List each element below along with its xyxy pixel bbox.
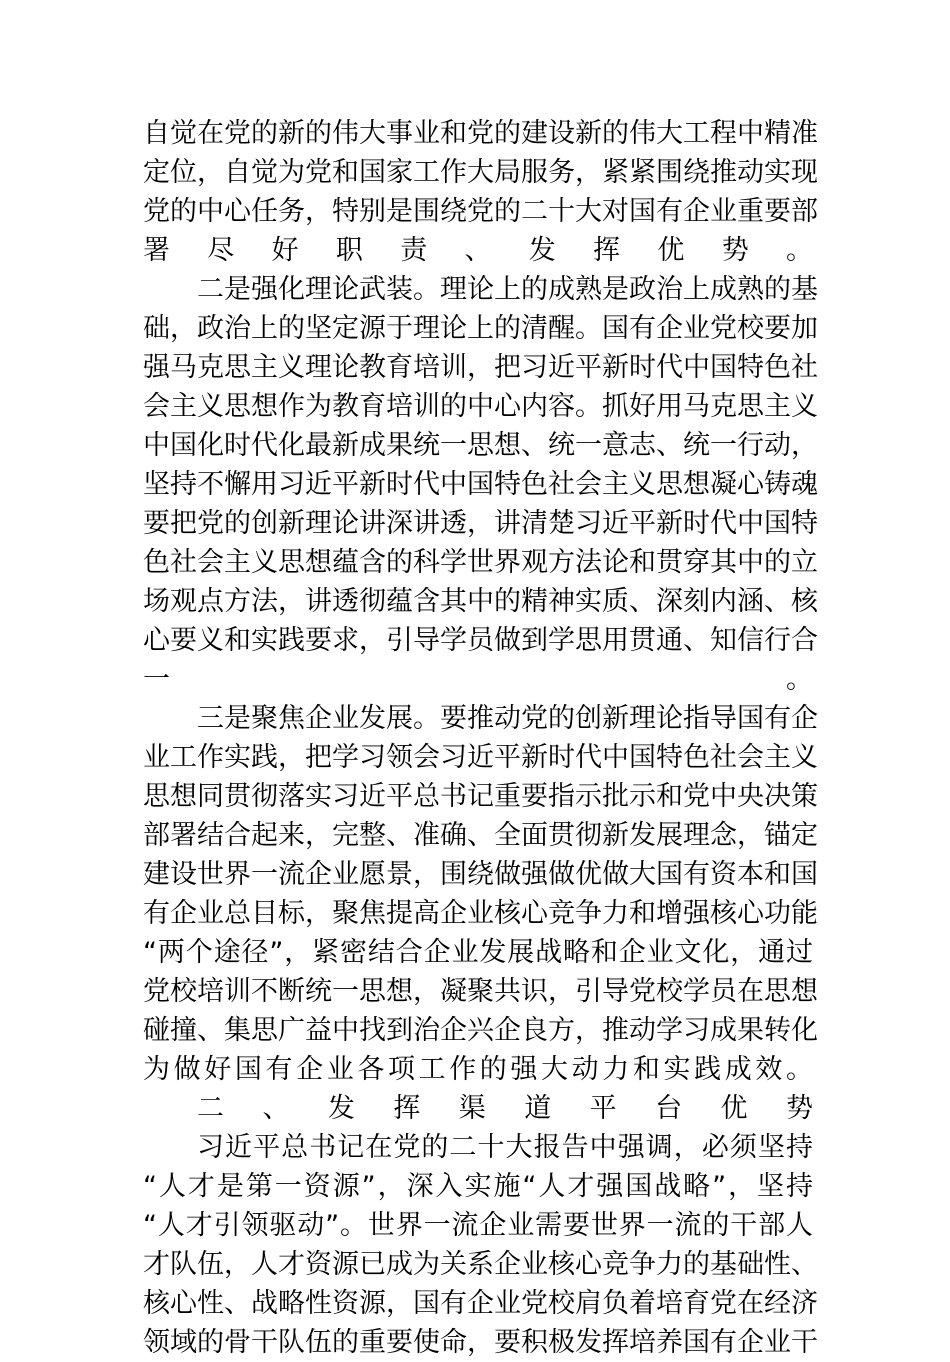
- text-line: 心要义和实践要求，引导学员做到学思用贯通、知信行合: [143, 625, 818, 656]
- text-line: 党校培训不断统一思想，凝聚共识，引导党校学员在思想: [143, 976, 818, 1007]
- text-line: 坚持不懈用习近平新时代中国特色社会主义思想凝心铸魂: [143, 469, 818, 500]
- text-line: “两个途径”，紧密结合企业发展战略和企业文化，通过: [143, 937, 813, 968]
- text-line: 定位，自觉为党和国家工作大局服务，紧紧围绕推动实现: [143, 157, 818, 188]
- text-line: 为做好国有企业各项工作的强大动力和实践成效。: [143, 1054, 813, 1085]
- text-line: 业工作实践，把学习领会习近平新时代中国特色社会主义: [143, 742, 818, 773]
- text-line: 二、发挥渠道平台优势: [197, 1093, 813, 1124]
- text-line: 署尽好职责、发挥优势。: [143, 235, 813, 266]
- text-line: 色社会主义思想蕴含的科学世界观方法论和贯穿其中的立: [143, 547, 818, 578]
- text-line: 中国化时代化最新成果统一思想、统一意志、统一行动，: [143, 430, 818, 461]
- text-line: 强马克思主义理论教育培训，把习近平新时代中国特色社: [143, 352, 818, 383]
- text-line: 场观点方法，讲透彻蕴含其中的精神实质、深刻内涵、核: [143, 586, 818, 617]
- text-line: 建设世界一流企业愿景，围绕做强做优做大国有资本和国: [143, 859, 818, 890]
- text-line: 三是聚焦企业发展。要推动党的创新理论指导国有企: [197, 703, 818, 734]
- text-line: 一。: [143, 664, 813, 695]
- text-line: 要把党的创新理论讲深讲透，讲清楚习近平新时代中国特: [143, 508, 818, 539]
- text-line: 思想同贯彻落实习近平总书记重要指示批示和党中央决策: [143, 781, 818, 812]
- text-line: 二是强化理论武装。理论上的成熟是政治上成熟的基: [197, 274, 818, 305]
- text-line: 础，政治上的坚定源于理论上的清醒。国有企业党校要加: [143, 313, 818, 344]
- text-line: 才队伍，人才资源已成为关系企业核心竞争力的基础性、: [143, 1249, 818, 1280]
- text-line: 核心性、战略性资源，国有企业党校肩负着培育党在经济: [143, 1288, 818, 1319]
- text-line: 自觉在党的新的伟大事业和党的建设新的伟大工程中精准: [143, 118, 818, 149]
- text-line: 有企业总目标，聚焦提高企业核心竞争力和增强核心功能: [143, 898, 818, 929]
- body-text: [143, 114, 818, 1362]
- text-line: 领域的骨干队伍的重要使命，要积极发挥培养国有企业干: [143, 1327, 818, 1358]
- text-line: 部署结合起来，完整、准确、全面贯彻新发展理念，锚定: [143, 820, 818, 851]
- text-line: 会主义思想作为教育培训的中心内容。抓好用马克思主义: [143, 391, 818, 422]
- text-line: “人才是第一资源”，深入实施“人才强国战略”，坚持: [143, 1171, 813, 1202]
- text-line: “人才引领驱动”。世界一流企业需要世界一流的干部人: [143, 1210, 813, 1241]
- text-line: 习近平总书记在党的二十大报告中强调，必须坚持: [197, 1132, 813, 1163]
- text-line: 党的中心任务，特别是围绕党的二十大对国有企业重要部: [143, 196, 818, 227]
- text-line: 碰撞、集思广益中找到治企兴企良方，推动学习成果转化: [143, 1015, 818, 1046]
